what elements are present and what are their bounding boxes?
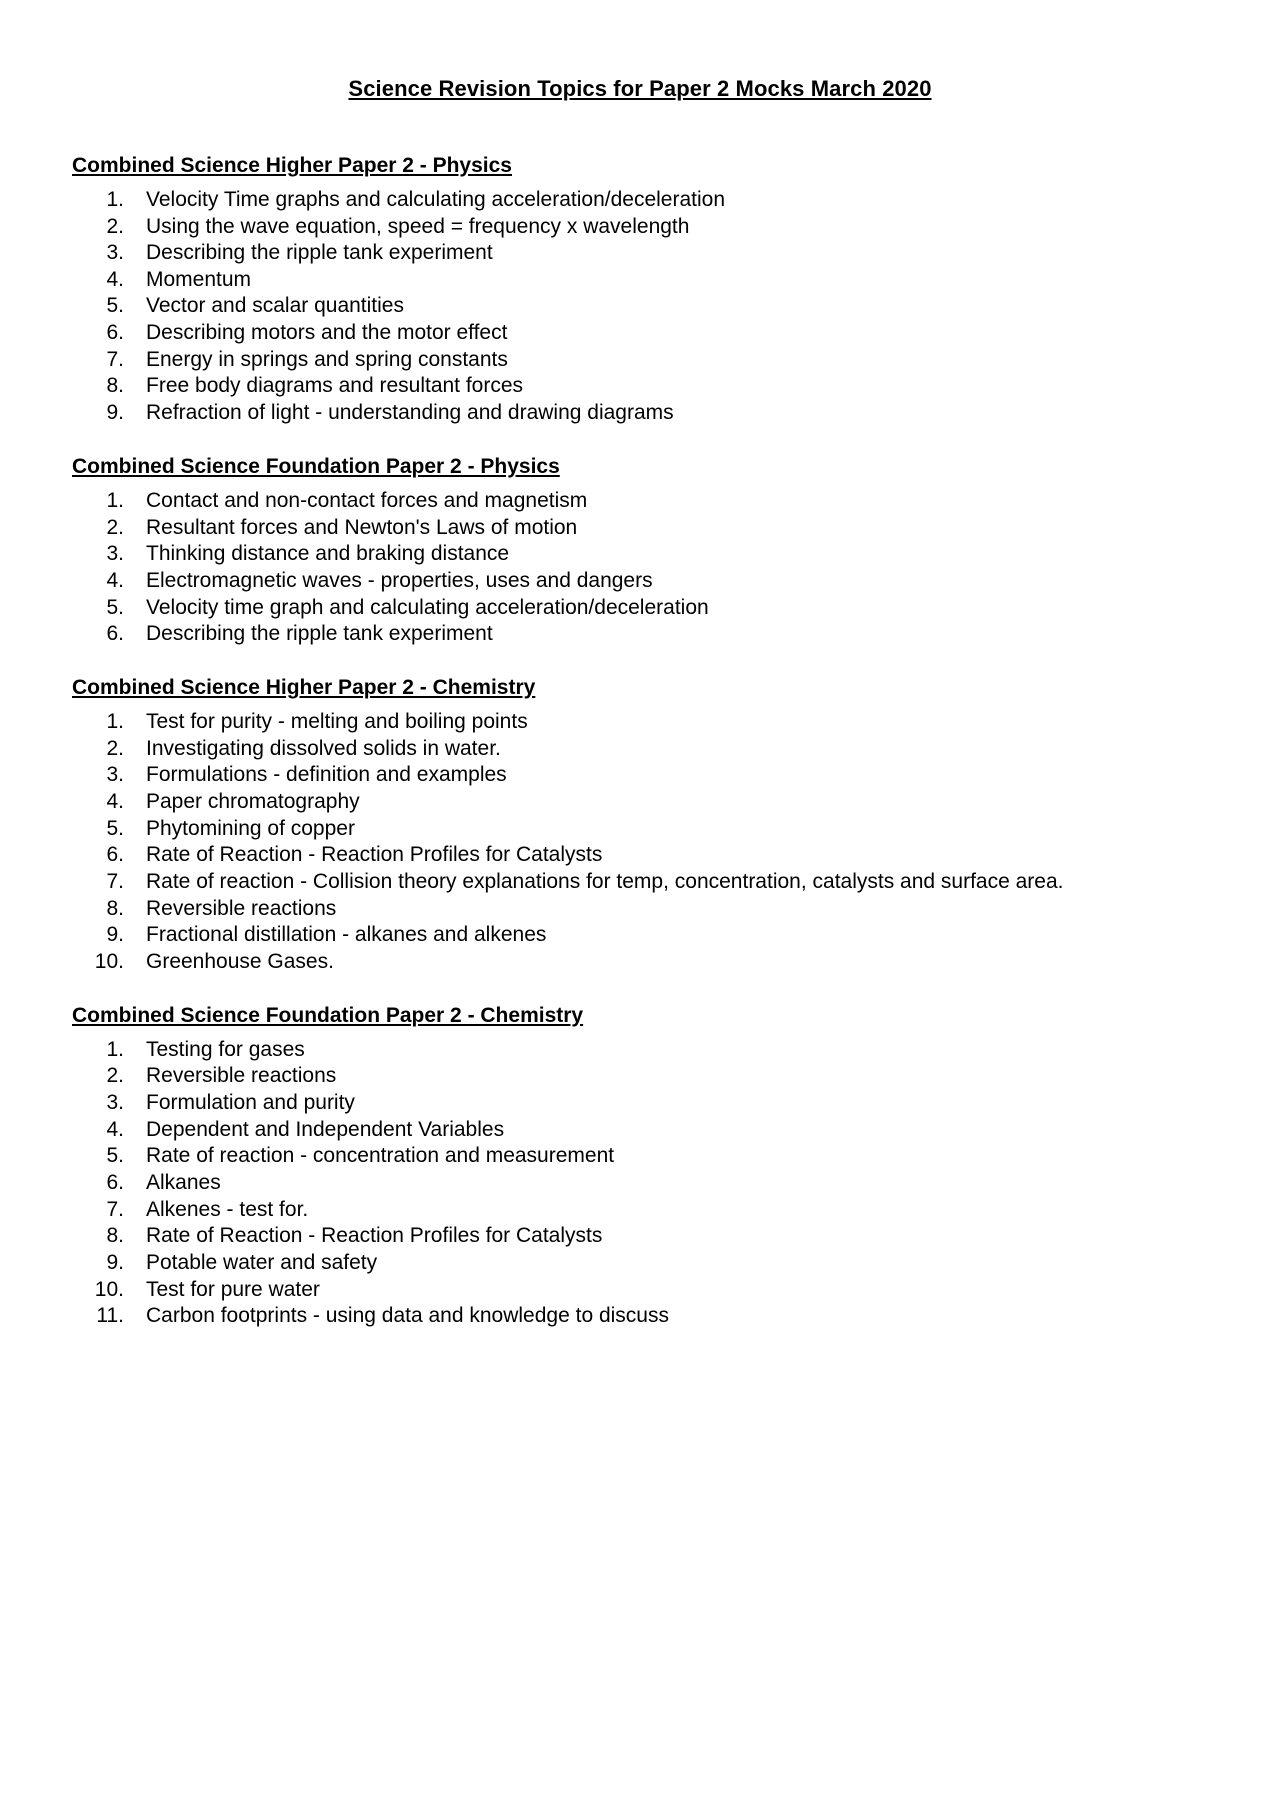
- list-item: [72, 1117, 1208, 1143]
- list-item-label: Contact and non-contact forces and magnetism: [146, 488, 588, 512]
- list-item: [72, 1090, 1208, 1116]
- list-item: [72, 949, 1208, 975]
- section-combined-science-higher-chemistry: [72, 674, 1208, 975]
- list-item: [72, 621, 1208, 647]
- list-item-label: Test for purity - melting and boiling points: [146, 710, 528, 734]
- list-item-label: Fractional distillation - alkanes and alkenes: [146, 923, 547, 947]
- section-heading: Combined Science Higher Paper 2 - Chemistry: [72, 675, 536, 699]
- list-item: [72, 1303, 1208, 1329]
- section-combined-science-foundation-physics: [72, 453, 1208, 648]
- list-item-label: Formulations - definition and examples: [146, 763, 507, 787]
- list-item-number: 3.: [106, 763, 124, 787]
- list-item: [72, 842, 1208, 868]
- list-item: [72, 869, 1208, 895]
- list-item-number: 1.: [106, 1037, 124, 1061]
- list-item: [72, 1277, 1208, 1303]
- list-item-number: 7.: [106, 347, 124, 371]
- list-item: [72, 347, 1208, 373]
- list-item: [72, 1250, 1208, 1276]
- list-item-number: 1.: [106, 710, 124, 734]
- list-item-label: Formulation and purity: [146, 1091, 355, 1115]
- list-item: [72, 1223, 1208, 1249]
- list-item-number: 6.: [106, 1171, 124, 1194]
- list-item-label: Greenhouse Gases.: [146, 949, 334, 973]
- list-item: [72, 515, 1208, 541]
- list-item: [72, 267, 1208, 293]
- list-item-number: 2.: [106, 515, 124, 539]
- list-item-label: Carbon footprints - using data and knowledge to discuss: [146, 1304, 669, 1328]
- list-item-label: Free body diagrams and resultant forces: [146, 374, 524, 398]
- list-item-label: Alkenes - test for.: [146, 1197, 309, 1221]
- list-item-number: 4.: [106, 1117, 124, 1141]
- list-item-number: 5.: [106, 1144, 124, 1168]
- list-item-label: Momentum: [146, 267, 252, 291]
- list-item-label: Rate of reaction - concentration and measurement: [146, 1144, 615, 1168]
- topic-list: [72, 187, 1208, 426]
- list-item-number: 10.: [94, 1277, 124, 1301]
- list-item: [72, 541, 1208, 567]
- list-item-label: Reversible reactions: [146, 1064, 337, 1088]
- list-item-number: 5.: [106, 816, 124, 840]
- list-item-label: Test for pure water: [146, 1277, 320, 1301]
- list-item: [72, 922, 1208, 948]
- list-item: [72, 896, 1208, 922]
- list-item-number: 8.: [106, 896, 124, 920]
- list-item: [72, 568, 1208, 594]
- list-item: [72, 816, 1208, 842]
- list-item-label: Resultant forces and Newton's Laws of motion: [146, 515, 578, 539]
- list-item-label: Reversible reactions: [146, 896, 337, 920]
- list-item: [72, 293, 1208, 319]
- list-item-number: 9.: [106, 923, 124, 947]
- list-item-number: 1.: [106, 488, 124, 512]
- list-item: [72, 1037, 1208, 1063]
- list-item-label: Rate of Reaction - Reaction Profiles for Catalysts: [146, 843, 603, 867]
- list-item: [72, 709, 1208, 735]
- list-item-label: Refraction of light - understanding and drawing diagrams: [146, 401, 674, 425]
- list-item-label: Describing motors and the motor effect: [146, 321, 508, 345]
- list-item-label: Rate of reaction - Collision theory explanations for temp, concentration, catalysts and surface area.: [146, 869, 1064, 893]
- list-item-label: Describing the ripple tank experiment: [146, 241, 493, 265]
- list-item-number: 2.: [106, 214, 124, 238]
- section-heading: Combined Science Foundation Paper 2 - Chemistry: [72, 1003, 584, 1027]
- list-item: [72, 400, 1208, 426]
- list-item-number: 9.: [106, 401, 124, 425]
- list-item: [72, 187, 1208, 213]
- list-item-label: Velocity time graph and calculating acceleration/deceleration: [146, 595, 709, 619]
- list-item-number: 7.: [106, 1197, 124, 1221]
- list-item-number: 8.: [106, 1224, 124, 1248]
- list-item: [72, 1143, 1208, 1169]
- list-item-label: Thinking distance and braking distance: [146, 542, 510, 566]
- list-item: [72, 214, 1208, 240]
- list-item-number: 2.: [106, 736, 124, 760]
- list-item-label: Electromagnetic waves - properties, uses and dangers: [146, 568, 653, 592]
- page-title: Science Revision Topics for Paper 2 Mocks March 2020: [348, 76, 932, 101]
- list-item-label: Potable water and safety: [146, 1250, 378, 1274]
- section-spacer: [72, 648, 1208, 674]
- section-combined-science-higher-physics: [72, 152, 1208, 427]
- list-item: [72, 488, 1208, 514]
- list-item-label: Energy in springs and spring constants: [146, 347, 508, 371]
- list-item-label: Describing the ripple tank experiment: [146, 622, 493, 646]
- list-item: [72, 240, 1208, 266]
- list-item-label: Investigating dissolved solids in water.: [146, 736, 501, 760]
- list-item-number: 8.: [106, 374, 124, 398]
- list-item-label: Alkanes: [146, 1171, 221, 1194]
- list-item-label: Velocity Time graphs and calculating acceleration/deceleration: [146, 187, 726, 211]
- list-item-number: 1.: [106, 187, 124, 211]
- list-item-number: 3.: [106, 542, 124, 566]
- section-spacer: [72, 427, 1208, 453]
- list-item-label: Vector and scalar quantities: [146, 294, 404, 318]
- list-item: [72, 1197, 1208, 1223]
- list-item-number: 4.: [106, 568, 124, 592]
- list-item: [72, 1170, 1208, 1196]
- list-item-number: 6.: [106, 843, 124, 867]
- list-item: [72, 762, 1208, 788]
- list-item: [72, 736, 1208, 762]
- list-item-label: Dependent and Independent Variables: [146, 1117, 505, 1141]
- list-item-number: 6.: [106, 321, 124, 345]
- list-item-number: 2.: [106, 1064, 124, 1088]
- list-item-label: Testing for gases: [146, 1037, 305, 1061]
- list-item-number: 4.: [106, 790, 124, 814]
- list-item-number: 4.: [106, 267, 124, 291]
- topic-list: [72, 1037, 1208, 1330]
- list-item: [72, 373, 1208, 399]
- list-item-number: 5.: [106, 595, 124, 619]
- section-heading: Combined Science Higher Paper 2 - Physics: [72, 153, 512, 177]
- title-spacer: [72, 104, 1208, 152]
- list-item: [72, 789, 1208, 815]
- list-item-label: Paper chromatography: [146, 790, 360, 814]
- list-item-label: Rate of Reaction - Reaction Profiles for Catalysts: [146, 1224, 603, 1248]
- list-item-number: 9.: [106, 1250, 124, 1274]
- list-item-number: 7.: [106, 869, 124, 893]
- topic-list: [72, 488, 1208, 647]
- list-item-label: Phytomining of copper: [146, 816, 355, 840]
- list-item: [72, 1063, 1208, 1089]
- list-item-number: 3.: [106, 1091, 124, 1115]
- section-spacer: [72, 976, 1208, 1002]
- section-heading: Combined Science Foundation Paper 2 - Physics: [72, 454, 560, 478]
- list-item-label: Using the wave equation, speed = frequency x wavelength: [146, 214, 690, 238]
- topic-list: [72, 709, 1208, 975]
- list-item-number: 6.: [106, 622, 124, 646]
- list-item: [72, 595, 1208, 621]
- list-item-number: 10.: [94, 949, 124, 973]
- list-item-number: 11.: [96, 1304, 124, 1328]
- list-item: [72, 320, 1208, 346]
- section-combined-science-foundation-chemistry: [72, 1002, 1208, 1330]
- list-item-number: 5.: [106, 294, 124, 318]
- list-item-number: 3.: [106, 241, 124, 265]
